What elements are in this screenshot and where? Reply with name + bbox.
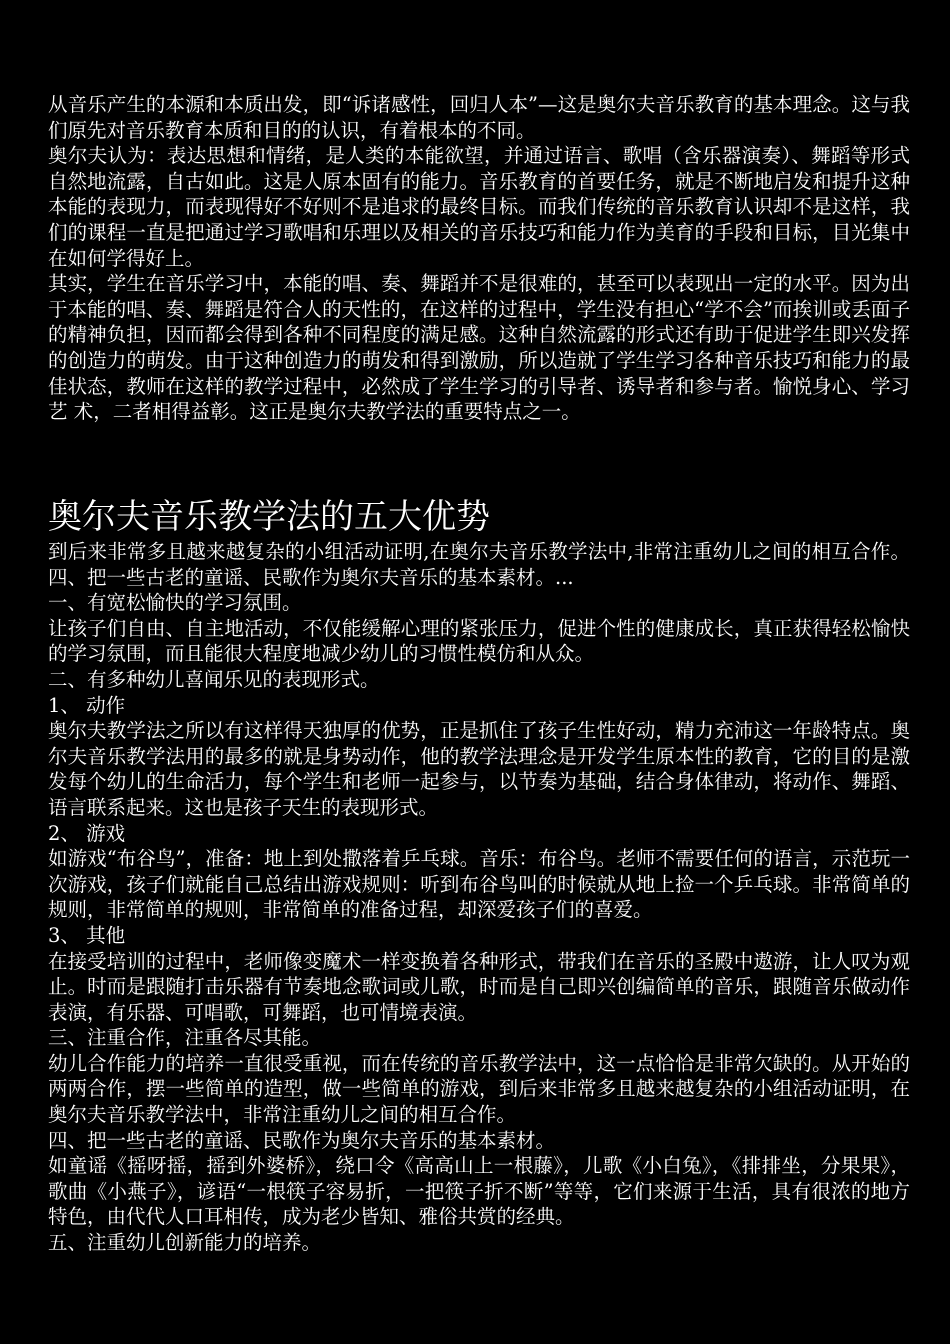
paragraph: 在接受培训的过程中，老师像变魔术一样变换着各种形式，带我们在音乐的圣殿中遨游，让人叹为观止。时而是跟随打击乐器有节奏地念歌词或儿歌，时而是自己即兴创编简单的音乐，跟随音乐做动作表演，有乐器、可唱歌，可舞蹈，也可情境表演。 — [48, 949, 910, 1024]
paragraph: 幼儿合作能力的培养一直很受重视，而在传统的音乐教学法中，这一点恰恰是非常欠缺的。从开始的两两合作，摆一些简单的造型，做一些简单的游戏，到后来非常多且越来越复杂的小组活动证明，在奥尔夫音乐教学法中，非常注重幼儿之间的相互合作。 — [48, 1051, 910, 1127]
paragraph: 奥尔夫认为：表达思想和情绪，是人类的本能欲望，并通过语言、歌唱（含乐器演奏）、舞蹈等形式自然地流露，自古如此。这是人原本固有的能力。音乐教育的首要任务，就是不断地启发和提升这种本能的表现力，而表现得好不好则不是追求的最终目标。而我们传统的音乐教育认识却不是这样，我们的课程一直是把通过学习歌唱和乐理以及相关的音乐技巧和能力作为美育的手段和目标，目光集中在如何学得好上。 — [48, 144, 910, 270]
subheading: 二、有多种幼儿喜闻乐见的表现形式。 — [48, 667, 380, 691]
subheading: 一、有宽松愉快的学习氛围。 — [48, 591, 302, 615]
paragraph: 如游戏“布谷鸟”，准备：地上到处撒落着乒乓球。音乐：布谷鸟。老师不需要任何的语言，示范玩一次游戏，孩子们就能自己总结出游戏规则：听到布谷鸟叫的时候就从地上捡一个乒乓球。非常简单的规则，非常简单的规则，非常简单的准备过程，却深爱孩子们的喜爱。 — [48, 847, 910, 922]
paragraph: 如童谣《摇呀摇，摇到外婆桥》，绕口令《高高山上一根藤》，儿歌《小白兔》，《排排坐，分果果》，歌曲《小燕子》，谚语“一根筷子容易折，一把筷子折不断”等等，它们来源于生活，具有很浓的地方特色，由代代人口耳相传，成为老少皆知、雅俗共赏的经典。 — [48, 1154, 910, 1229]
advantages-section — [48, 539, 910, 1256]
subheading: 五、注重幼儿创新能力的培养。 — [48, 1231, 322, 1255]
list-item-heading: 2、 游戏 — [48, 821, 126, 845]
subheading: 四、把一些古老的童谣、民歌作为奥尔夫音乐的基本素材。 — [48, 1128, 556, 1152]
list-item-heading: 3、 其他 — [48, 923, 126, 947]
paragraph: 到后来非常多且越来越复杂的小组活动证明,在奥尔夫音乐教学法中,非常注重幼儿之间的相互合作。四、把一些古老的童谣、民歌作为奥尔夫音乐的基本素材。... — [48, 540, 910, 589]
subheading: 三、注重合作，注重各尽其能。 — [48, 1026, 322, 1050]
paragraph: 让孩子们自由、自主地活动，不仅能缓解心理的紧张压力，促进个性的健康成长，真正获得轻松愉快的学习氛围，而且能很大程度地减少幼儿的习惯性模仿和从众。 — [48, 616, 910, 666]
paragraph: 从音乐产生的本源和本质出发，即“诉诸感性，回归人本”—这是奥尔夫音乐教育的基本理念。这与我们原先对音乐教育本质和目的的认识，有着根本的不同。 — [48, 93, 910, 142]
paragraph: 奥尔夫教学法之所以有这样得天独厚的优势，正是抓住了孩子生性好动，精力充沛这一年龄特点。奥尔夫音乐教学法用的最多的就是身势动作，他的教学法理念是开发学生原本性的教育，它的目的是激发每个幼儿的生命活力，每个学生和老师一起参与，以节奏为基础，结合身体律动，将动作、舞蹈、语言联系起来。这也是孩子天生的表现形式。 — [48, 719, 910, 819]
intro-section — [48, 92, 910, 425]
section-heading: 奥尔夫音乐教学法的五大优势 — [48, 497, 490, 537]
paragraph: 其实，学生在音乐学习中，本能的唱、奏、舞蹈并不是很难的，甚至可以表现出一定的水平。因为出于本能的唱、奏、舞蹈是符合人的天性的，在这样的过程中，学生没有担心“学不会”而挨训或丢面子的精神负担，因而都会得到各种不同程度的满足感。这种自然流露的形式还有助于促进学生即兴发挥的创造力的萌发。由于这种创造力的萌发和得到激励，所以造就了学生学习各种音乐技巧和能力的最佳状态，教师在这样的教学过程中，必然成了学生学习的引导者、诱导者和参与者。愉悦身心、学习艺 术，二者相得益彰。这正是奥尔夫教学法的重要特点之一。 — [48, 272, 910, 424]
list-item-heading: 1、 动作 — [48, 693, 126, 717]
